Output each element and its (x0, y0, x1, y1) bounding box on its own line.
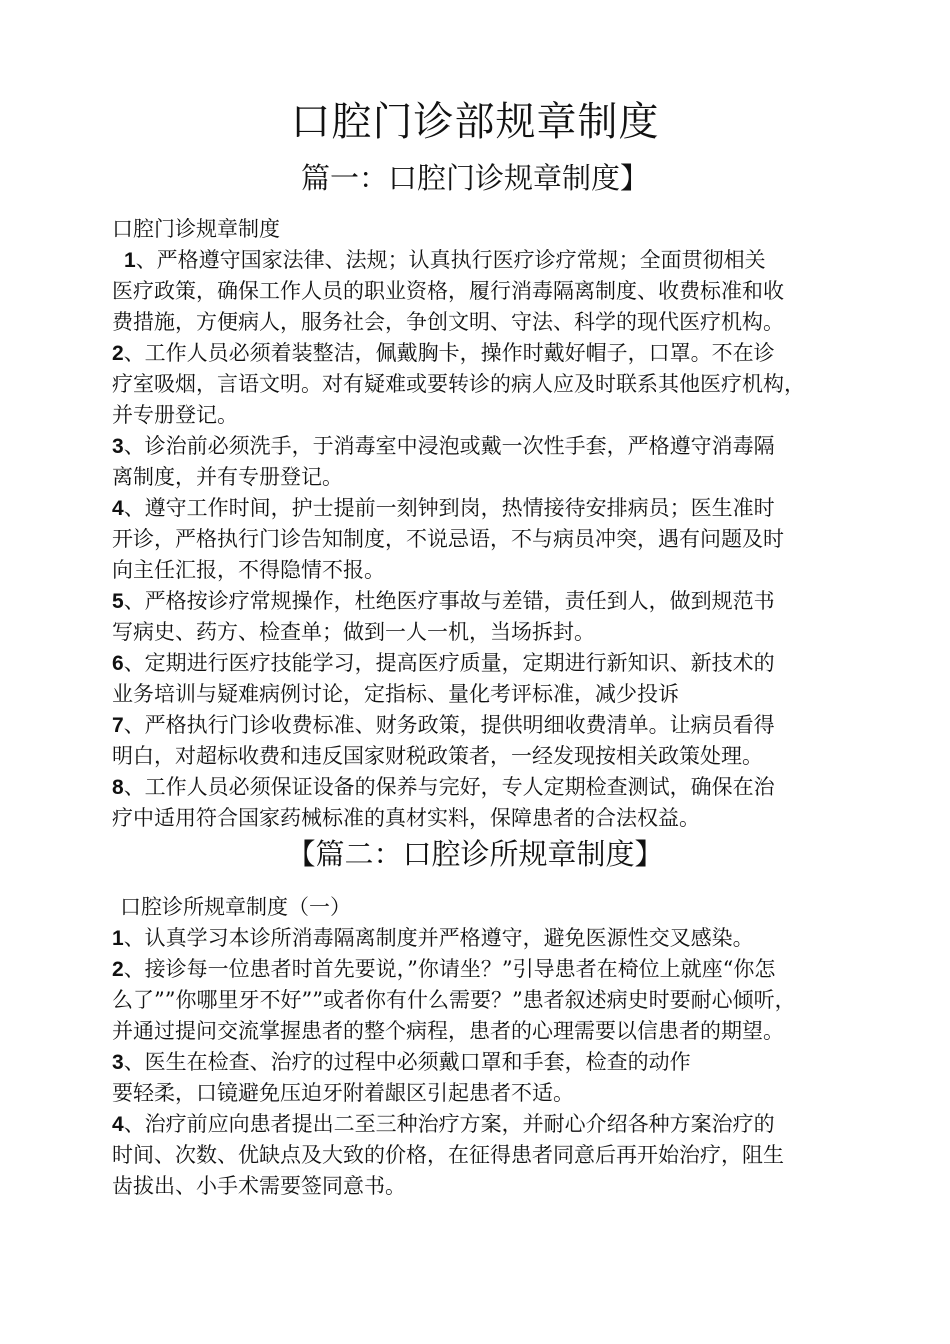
text-line (112, 679, 882, 710)
line-text: 并通过提问交流掌握患者的整个病程，患者的心理需要以信患者的期望。 (112, 1019, 784, 1043)
line-text: 并专册登记。 (112, 403, 238, 427)
line-text: 医疗政策，确保工作人员的职业资格，履行消毒隔离制度、收费标准和收 (112, 279, 784, 303)
section1-heading: 篇一：口腔门诊规章制度】 (300, 161, 649, 195)
line-text: 明白，对超标收费和违反国家财税政策者，一经发现按相关政策处理。 (112, 744, 763, 768)
section2-intro: 口腔诊所规章制度（一） (120, 895, 351, 919)
line-text: 时间、次数、优缺点及大致的价格，在征得患者同意后再开始治疗，阻生 (112, 1143, 784, 1167)
document-title: 口腔门诊部规章制度 (290, 99, 660, 145)
text-line (112, 1016, 882, 1047)
text-line (112, 307, 882, 338)
item-number: 6 (112, 652, 124, 675)
item-number: 3 (112, 435, 124, 458)
item-number: 1 (112, 927, 124, 950)
line-text: 写病史、药方、检查单；做到一人一机，当场拆封。 (112, 620, 595, 644)
line-text: 要轻柔，口镜避免压迫牙附着龈区引起患者不适。 (112, 1081, 574, 1105)
text-line (112, 772, 882, 803)
line-text: 么了””你哪里牙不好””或者你有什么需要？”患者叙述病史时要耐心倾听， (112, 988, 796, 1012)
text-line (112, 741, 882, 772)
text-line (112, 586, 882, 617)
text-line (112, 617, 882, 648)
item-number: 4 (112, 1113, 124, 1136)
line-text: 疗室吸烟，言语文明。对有疑难或要转诊的病人应及时联系其他医疗机构， (112, 372, 805, 396)
text-line (112, 648, 882, 679)
line-text: 、定期进行医疗技能学习，提高医疗质量，定期进行新知识、新技术的 (123, 651, 775, 675)
section2-body (112, 892, 882, 1202)
line-text: 离制度，并有专册登记。 (112, 465, 343, 489)
text-line (112, 1109, 882, 1140)
text-line (112, 338, 882, 369)
section2-lines (112, 923, 882, 1202)
text-line (112, 1140, 882, 1171)
item-number: 8 (112, 776, 124, 799)
text-line (112, 1171, 882, 1202)
text-line (112, 493, 882, 524)
line-text: 、接诊每一位患者时首先要说，”你请坐？”引导患者在椅位上就座“你怎 (123, 957, 776, 981)
line-text: 、认真学习本诊所消毒隔离制度并严格遵守，避免医源性交叉感染。 (123, 926, 754, 950)
text-line (112, 400, 882, 431)
text-line (112, 369, 882, 400)
text-line (112, 710, 882, 741)
line-text: 、工作人员必须着装整洁，佩戴胸卡，操作时戴好帽子，口罩。不在诊 (123, 341, 775, 365)
line-text: 、严格遵守国家法律、法规；认真执行医疗诊疗常规；全面贯彻相关 (135, 248, 766, 272)
text-line (112, 1078, 882, 1109)
text-line (112, 245, 882, 276)
line-text: 开诊，严格执行门诊告知制度，不说忌语，不与病员冲突，遇有问题及时 (112, 527, 784, 551)
text-line (112, 462, 882, 493)
line-text: 费措施，方便病人，服务社会，争创文明、守法、科学的现代医疗机构。 (112, 310, 784, 334)
item-number: 4 (112, 497, 124, 520)
text-line (112, 276, 882, 307)
item-number: 1 (124, 249, 136, 272)
line-text: 、严格执行门诊收费标准、财务政策，提供明细收费清单。让病员看得 (123, 713, 775, 737)
line-text: 疗中适用符合国家药械标准的真材实料，保障患者的合法权益。 (112, 806, 700, 830)
text-line (112, 524, 882, 555)
text-line (112, 954, 882, 985)
line-text: 、工作人员必须保证设备的保养与完好，专人定期检查测试，确保在治 (123, 775, 775, 799)
line-text: 、诊治前必须洗手，于消毒室中浸泡或戴一次性手套，严格遵守消毒隔 (123, 434, 775, 458)
section2-heading: 【篇二：口腔诊所规章制度】 (286, 837, 664, 871)
text-line (112, 555, 882, 586)
line-text: 、遵守工作时间，护士提前一刻钟到岗，热情接待安排病员；医生准时 (123, 496, 775, 520)
line-text: 、严格按诊疗常规操作，杜绝医疗事故与差错，责任到人，做到规范书 (123, 589, 775, 613)
item-number: 3 (112, 1051, 124, 1074)
text-line (112, 431, 882, 462)
item-number: 2 (112, 342, 124, 365)
text-line (112, 923, 882, 954)
line-text: 业务培训与疑难病例讨论，定指标、量化考评标准，减少投诉 (112, 682, 679, 706)
line-text: 、医生在检查、治疗的过程中必须戴口罩和手套，检查的动作 (123, 1050, 691, 1074)
text-line (112, 803, 882, 834)
section1-body (112, 214, 882, 834)
line-text: 、治疗前应向患者提出二至三种治疗方案，并耐心介绍各种方案治疗的 (123, 1112, 775, 1136)
text-line (112, 1047, 882, 1078)
item-number: 7 (112, 714, 124, 737)
text-line (112, 985, 882, 1016)
line-text: 向主任汇报，不得隐情不报。 (112, 558, 385, 582)
item-number: 2 (112, 958, 124, 981)
line-text: 齿拔出、小手术需要签同意书。 (112, 1174, 406, 1198)
item-number: 5 (112, 590, 124, 613)
section1-intro: 口腔门诊规章制度 (112, 217, 280, 241)
section1-lines (112, 245, 882, 834)
